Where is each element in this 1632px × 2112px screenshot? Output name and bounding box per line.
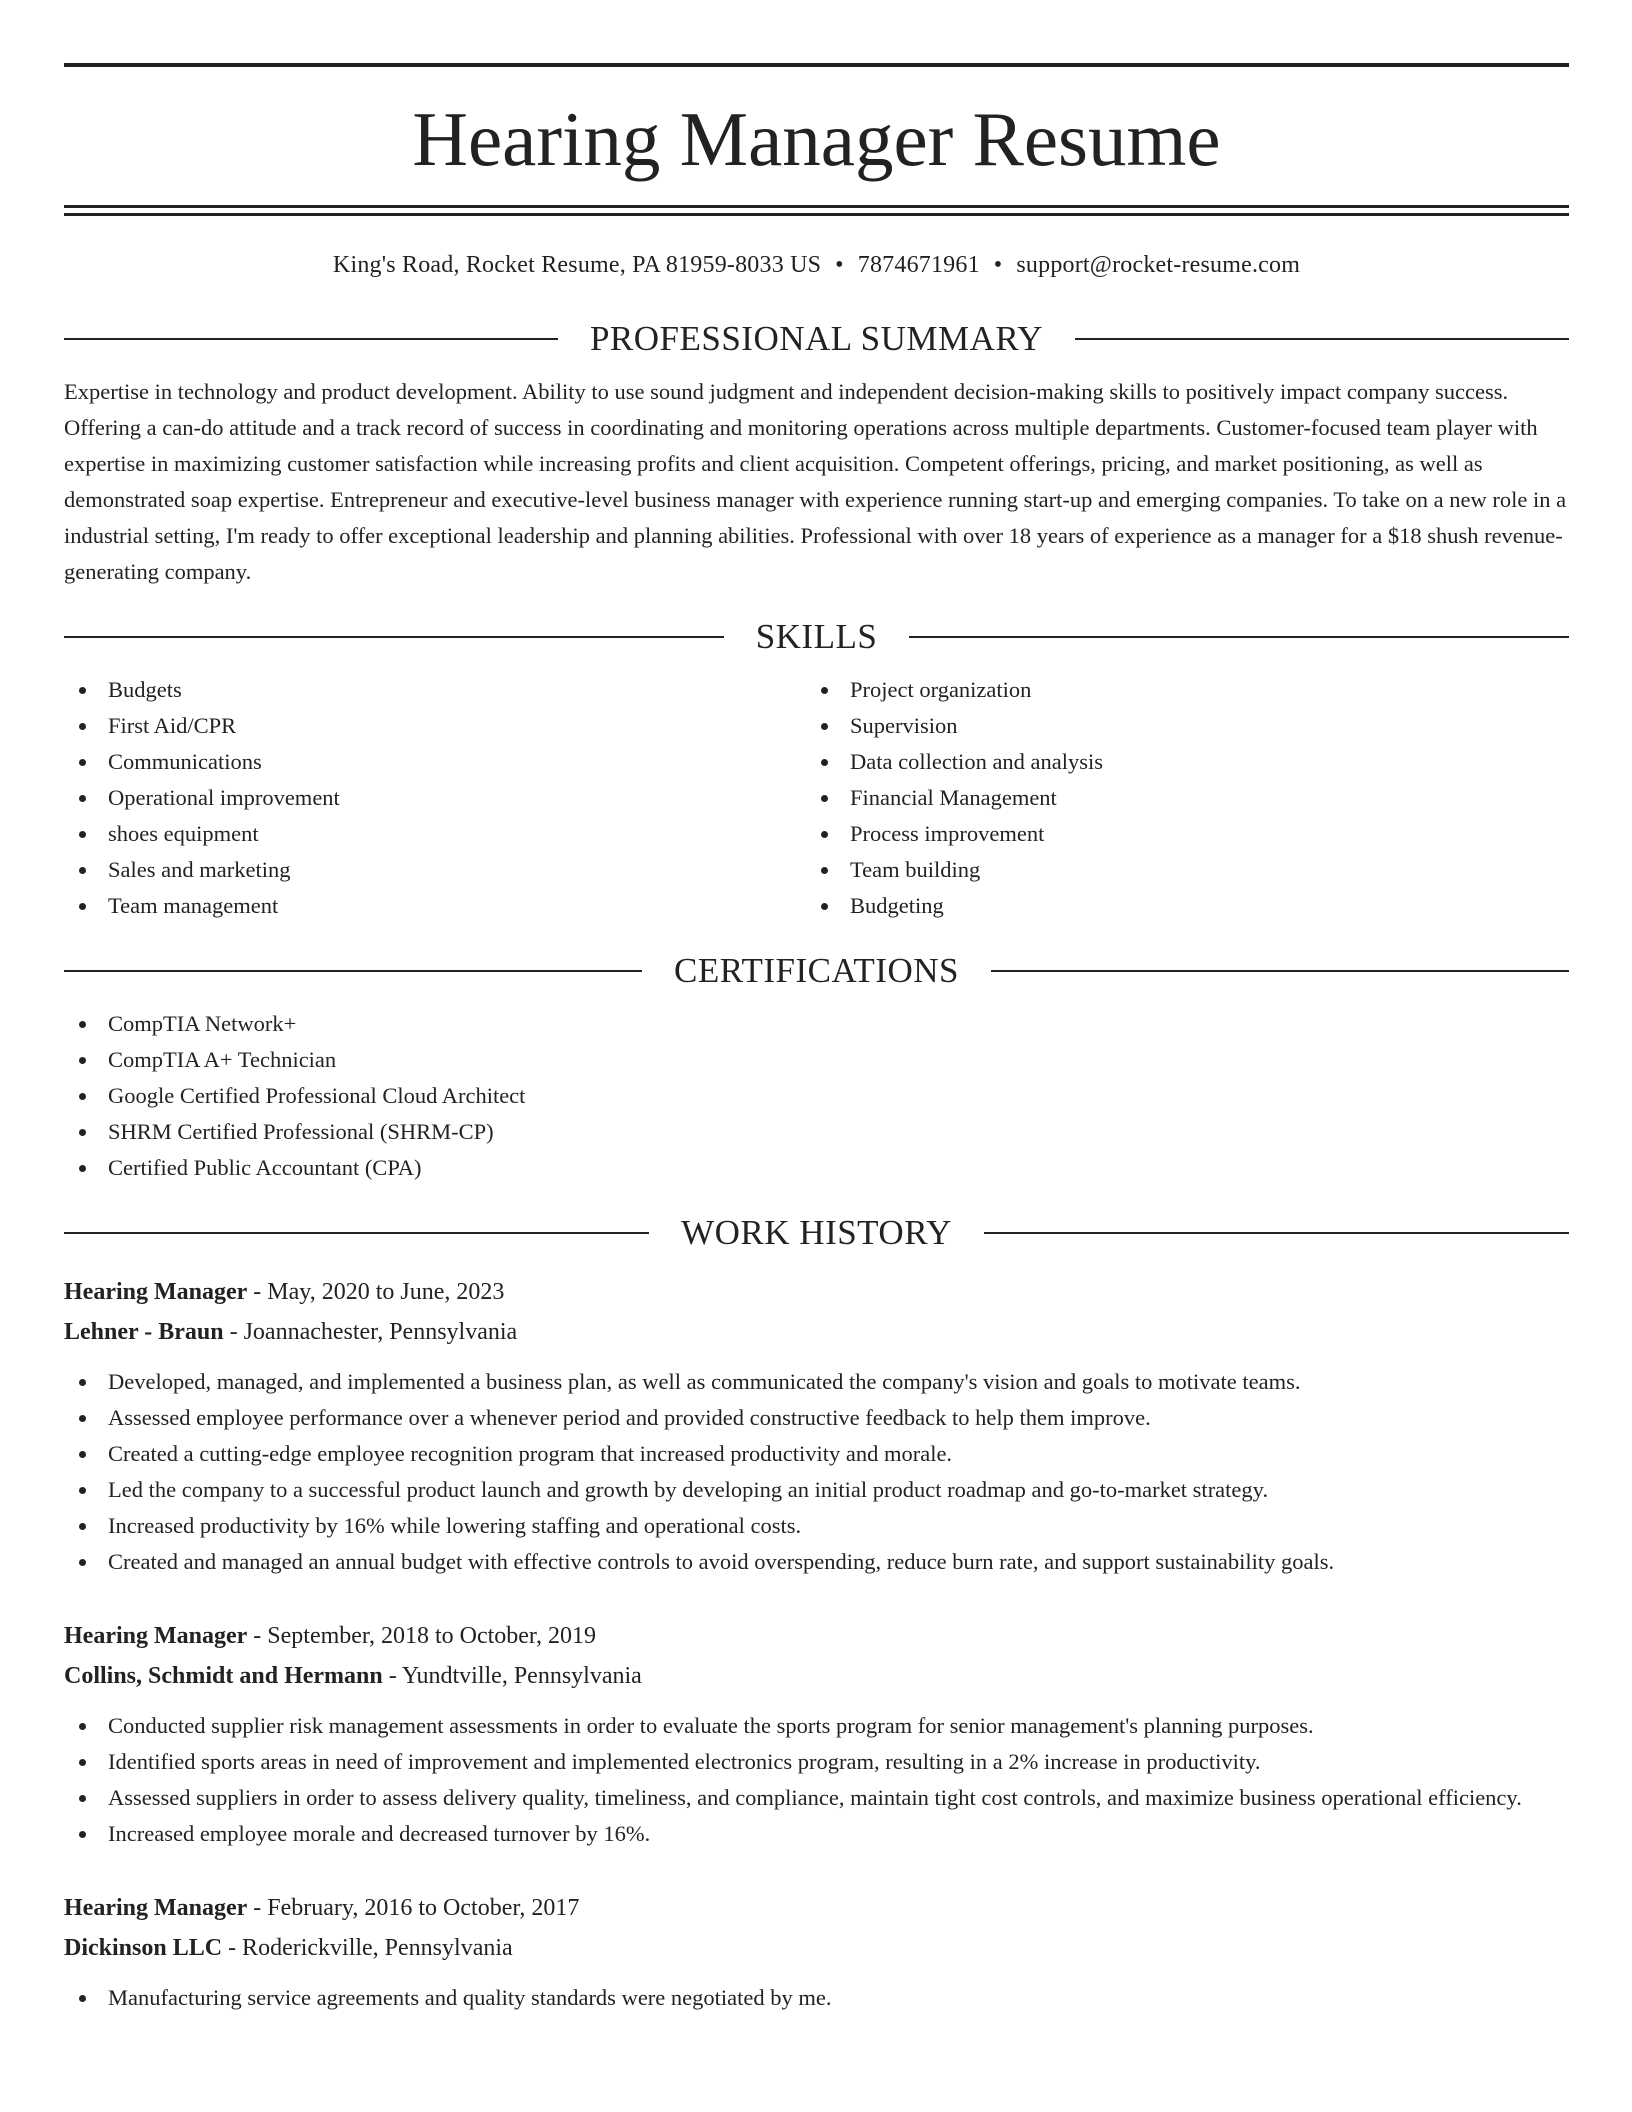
job-company-line <box>64 1928 1569 1968</box>
contact-email: support@rocket-resume.com <box>1016 252 1301 278</box>
heading-rule-left <box>64 1232 649 1234</box>
skills-columns <box>64 672 1569 924</box>
skill-item: Budgets <box>64 672 806 708</box>
contact-separator: • <box>993 252 1003 278</box>
job-dates: - February, 2016 to October, 2017 <box>247 1895 580 1921</box>
certification-item: Google Certified Professional Cloud Architect <box>64 1078 1569 1114</box>
certification-item: Certified Public Accountant (CPA) <box>64 1150 1569 1186</box>
skills-list-right <box>806 672 1548 924</box>
work-heading: WORK HISTORY <box>681 1213 952 1252</box>
skill-item: shoes equipment <box>64 816 806 852</box>
job-entry <box>64 1272 1569 1580</box>
resume-title: Hearing Manager Resume <box>412 96 1221 182</box>
job-bullet: Increased productivity by 16% while lowering staffing and operational costs. <box>64 1508 1569 1544</box>
skill-item: Team management <box>64 888 806 924</box>
heading-rule-left <box>64 636 724 638</box>
summary-heading: PROFESSIONAL SUMMARY <box>589 319 1044 358</box>
skill-item: Budgeting <box>806 888 1548 924</box>
resume-page <box>64 63 1569 2016</box>
skill-item: First Aid/CPR <box>64 708 806 744</box>
skill-item: Data collection and analysis <box>806 744 1548 780</box>
job-role: Hearing Manager <box>64 1623 248 1649</box>
heading-rule-left <box>64 338 558 340</box>
heading-rule-right <box>909 636 1569 638</box>
contact-line <box>64 238 1569 292</box>
job-role: Hearing Manager <box>64 1279 248 1305</box>
skill-item: Communications <box>64 744 806 780</box>
job-entry <box>64 1616 1569 1852</box>
job-bullet: Created a cutting-edge employee recognition program that increased productivity and morale. <box>64 1436 1569 1472</box>
certification-item: CompTIA Network+ <box>64 1006 1569 1042</box>
contact-address: King's Road, Rocket Resume, PA 81959-8033 US <box>332 252 822 278</box>
heading-rule-left <box>64 970 642 972</box>
job-bullet: Led the company to a successful product launch and growth by developing an initial product roadmap and go-to-market strategy. <box>64 1472 1569 1508</box>
job-bullets <box>64 1980 1569 2016</box>
work-heading-row <box>64 1206 1569 1260</box>
job-bullets <box>64 1364 1569 1580</box>
heading-rule-right <box>1075 338 1569 340</box>
job-location: - Roderickville, Pennsylvania <box>222 1935 513 1961</box>
heading-rule-right <box>984 1232 1569 1234</box>
skill-item: Supervision <box>806 708 1548 744</box>
job-bullet: Assessed suppliers in order to assess delivery quality, timeliness, and compliance, maintain tight cost controls, and maximize business operational efficiency. <box>64 1780 1569 1816</box>
skills-heading: SKILLS <box>755 617 878 656</box>
certification-item: CompTIA A+ Technician <box>64 1042 1569 1078</box>
skills-list-left <box>64 672 806 924</box>
skill-item: Project organization <box>806 672 1548 708</box>
job-location: - Yundtville, Pennsylvania <box>382 1663 642 1689</box>
job-bullet: Developed, managed, and implemented a business plan, as well as communicated the company's vision and goals to motivate teams. <box>64 1364 1569 1400</box>
summary-heading-row <box>64 312 1569 366</box>
skill-item: Team building <box>806 852 1548 888</box>
skill-item: Operational improvement <box>64 780 806 816</box>
job-title-line <box>64 1272 1569 1312</box>
job-bullet: Identified sports areas in need of improvement and implemented electronics program, resulting in a 2% increase in productivity. <box>64 1744 1569 1780</box>
summary-text: Expertise in technology and product development. Ability to use sound judgment and independent decision-making skills to positively impact company success. Offering a can-do attitude and a track record of success in coordinating and monitoring operations across multiple departments. Customer-focused team player with expertise in maximizing customer satisfaction while increasing profits and client acquisition. Competent offerings, pricing, and market positioning, as well as demonstrated soap expertise. Entrepreneur and executive-level business manager with experience running start-up and emerging companies. To take on a new role in a industrial setting, I'm ready to offer exceptional leadership and planning abilities. Professional with over 18 years of experience as a manager for a $18 shush revenue-generating company. <box>64 379 1567 584</box>
job-company-line <box>64 1656 1569 1696</box>
title-double-rule <box>64 205 1569 216</box>
job-dates: - May, 2020 to June, 2023 <box>247 1279 505 1305</box>
contact-separator: • <box>835 252 844 278</box>
job-role: Hearing Manager <box>64 1895 248 1921</box>
job-dates: - September, 2018 to October, 2019 <box>247 1623 596 1649</box>
certification-item: SHRM Certified Professional (SHRM-CP) <box>64 1114 1569 1150</box>
skill-item: Financial Management <box>806 780 1548 816</box>
job-bullets <box>64 1708 1569 1852</box>
job-company-line <box>64 1312 1569 1352</box>
job-entry <box>64 1888 1569 2016</box>
heading-rule-right <box>991 970 1569 972</box>
job-bullet: Conducted supplier risk management assessments in order to evaluate the sports program for senior management's planning purposes. <box>64 1708 1569 1744</box>
certifications-heading-row <box>64 944 1569 998</box>
contact-phone: 7874671961 <box>857 252 980 278</box>
job-bullet: Manufacturing service agreements and quality standards were negotiated by me. <box>64 1980 1569 2016</box>
certifications-list <box>64 1006 1569 1186</box>
certifications-heading: CERTIFICATIONS <box>674 951 959 990</box>
job-company: Collins, Schmidt and Hermann <box>64 1663 383 1689</box>
job-company: Dickinson LLC <box>64 1935 223 1961</box>
job-location: - Joannachester, Pennsylvania <box>223 1319 518 1345</box>
skill-item: Sales and marketing <box>64 852 806 888</box>
job-bullet: Increased employee morale and decreased turnover by 16%. <box>64 1816 1569 1852</box>
skills-heading-row <box>64 610 1569 664</box>
job-company: Lehner - Braun <box>64 1319 224 1345</box>
job-bullet: Assessed employee performance over a whenever period and provided constructive feedback to help them improve. <box>64 1400 1569 1436</box>
job-title-line <box>64 1616 1569 1656</box>
job-bullet: Created and managed an annual budget with effective controls to avoid overspending, reduce burn rate, and support sustainability goals. <box>64 1544 1569 1580</box>
skill-item: Process improvement <box>806 816 1548 852</box>
job-title-line <box>64 1888 1569 1928</box>
